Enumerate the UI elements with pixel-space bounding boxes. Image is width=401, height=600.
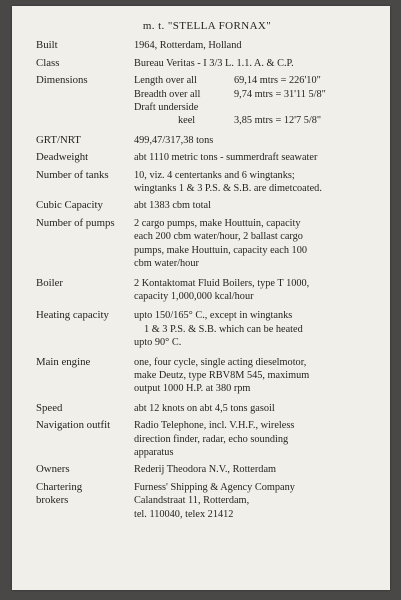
label-boiler: Boiler <box>36 276 63 289</box>
ship-title: m. t. "STELLA FORNAX" <box>142 20 272 32</box>
value-deadweight: abt 1110 metric tons - summerdraft seawater <box>134 152 318 164</box>
row-class <box>36 57 378 70</box>
label-engine: Main engine <box>36 355 91 368</box>
label-built: Built <box>36 39 58 52</box>
dim-breadth-key: Breadth over all <box>134 88 201 100</box>
row-engine <box>36 356 378 396</box>
label-dimensions: Dimensions <box>36 74 88 87</box>
engine-line-3: output 1000 H.P. at 380 rpm <box>134 383 251 395</box>
pumps-line-3: pumps, make Houttuin, capacity each 100 <box>134 244 307 256</box>
row-owners <box>36 463 378 476</box>
row-boiler <box>36 277 378 304</box>
label-tanks: Number of tanks <box>36 168 109 181</box>
heating-line-3: upto 90° C. <box>134 337 182 349</box>
pumps-line-1: 2 cargo pumps, make Houttuin, capacity <box>134 217 301 229</box>
pumps-line-2: each 200 cbm water/hour, 2 ballast cargo <box>134 231 303 243</box>
value-grt: 499,47/317,38 tons <box>134 134 214 146</box>
heating-line-1: upto 150/165° C., except in wingtanks <box>134 310 293 322</box>
tanks-line-1: 10, viz. 4 centertanks and 6 wingtanks; <box>134 169 295 181</box>
dim-length <box>134 74 378 87</box>
row-dimensions <box>36 74 378 128</box>
label-cubic: Cubic Capacity <box>36 199 103 212</box>
value-engine <box>134 356 378 396</box>
label-chartering-1: Chartering <box>36 480 83 493</box>
row-built <box>36 39 378 52</box>
navigation-line-2: direction finder, radar, echo sounding <box>134 433 289 445</box>
chartering-line-2: Calandstraat 11, Rotterdam, <box>134 495 250 507</box>
value-heating <box>134 309 378 349</box>
value-cubic: abt 1383 cbm total <box>134 200 211 212</box>
value-built: 1964, Rotterdam, Holland <box>134 40 242 52</box>
boiler-line-1: 2 Kontaktomat Fluid Boilers, type T 1000, <box>134 277 310 289</box>
dim-keel-value: 3,85 mtrs = 12'7 5/8" <box>234 115 322 127</box>
row-cubic <box>36 199 378 212</box>
value-boiler <box>134 277 378 304</box>
label-heating: Heating capacity <box>36 309 109 322</box>
value-owners: Rederij Theodora N.V., Rotterdam <box>134 464 277 476</box>
value-navigation <box>134 419 378 459</box>
value-chartering <box>134 481 378 521</box>
label-speed: Speed <box>36 401 63 414</box>
value-tanks <box>134 169 378 196</box>
row-tanks <box>36 169 378 196</box>
row-chartering <box>36 481 378 521</box>
label-navigation: Navigation outfit <box>36 419 111 432</box>
label-chartering <box>36 481 134 521</box>
label-pumps: Number of pumps <box>36 216 115 229</box>
dim-keel-key: keel <box>178 115 196 127</box>
engine-line-1: one, four cycle, single acting dieselmotor, <box>134 356 307 368</box>
row-pumps <box>36 217 378 271</box>
value-speed: abt 12 knots on abt 4,5 tons gasoil <box>134 402 275 414</box>
dim-length-key: Length over all <box>134 75 197 87</box>
heating-line-2: 1 & 3 P.S. & S.B. which can be heated <box>144 323 303 335</box>
dim-draft-key: Draft underside <box>134 102 199 114</box>
dim-breadth-value: 9,74 mtrs = 31'11 5/8" <box>234 88 326 100</box>
dim-keel <box>134 114 378 127</box>
boiler-line-2: capacity 1,000,000 kcal/hour <box>134 290 254 302</box>
row-heating <box>36 309 378 349</box>
navigation-line-3: apparatus <box>134 446 174 458</box>
dim-breadth <box>134 88 378 101</box>
label-deadweight: Deadweight <box>36 151 89 164</box>
chartering-line-1: Furness' Shipping & Agency Company <box>134 481 295 493</box>
value-dimensions <box>134 74 378 128</box>
label-owners: Owners <box>36 463 70 476</box>
spec-card <box>12 6 390 590</box>
label-class: Class <box>36 56 60 69</box>
dim-length-value: 69,14 mtrs = 226'10" <box>234 75 321 87</box>
pumps-line-4: cbm water/hour <box>134 258 199 270</box>
row-speed <box>36 402 378 415</box>
row-deadweight <box>36 151 378 164</box>
value-class: Bureau Veritas - I 3/3 L. 1.1. A. & C.P. <box>134 57 294 69</box>
navigation-line-1: Radio Telephone, incl. V.H.F., wireless <box>134 420 295 432</box>
chartering-line-3: tel. 110040, telex 21412 <box>134 508 234 520</box>
value-pumps <box>134 217 378 271</box>
row-grt <box>36 134 378 147</box>
label-grt: GRT/NRT <box>36 133 81 146</box>
tanks-line-2: wingtanks 1 & 3 P.S. & S.B. are dimetcoated. <box>134 183 322 195</box>
row-navigation <box>36 419 378 459</box>
label-chartering-2: brokers <box>36 494 69 507</box>
engine-line-2: make Deutz, type RBV8M 545, maximum <box>134 369 310 381</box>
